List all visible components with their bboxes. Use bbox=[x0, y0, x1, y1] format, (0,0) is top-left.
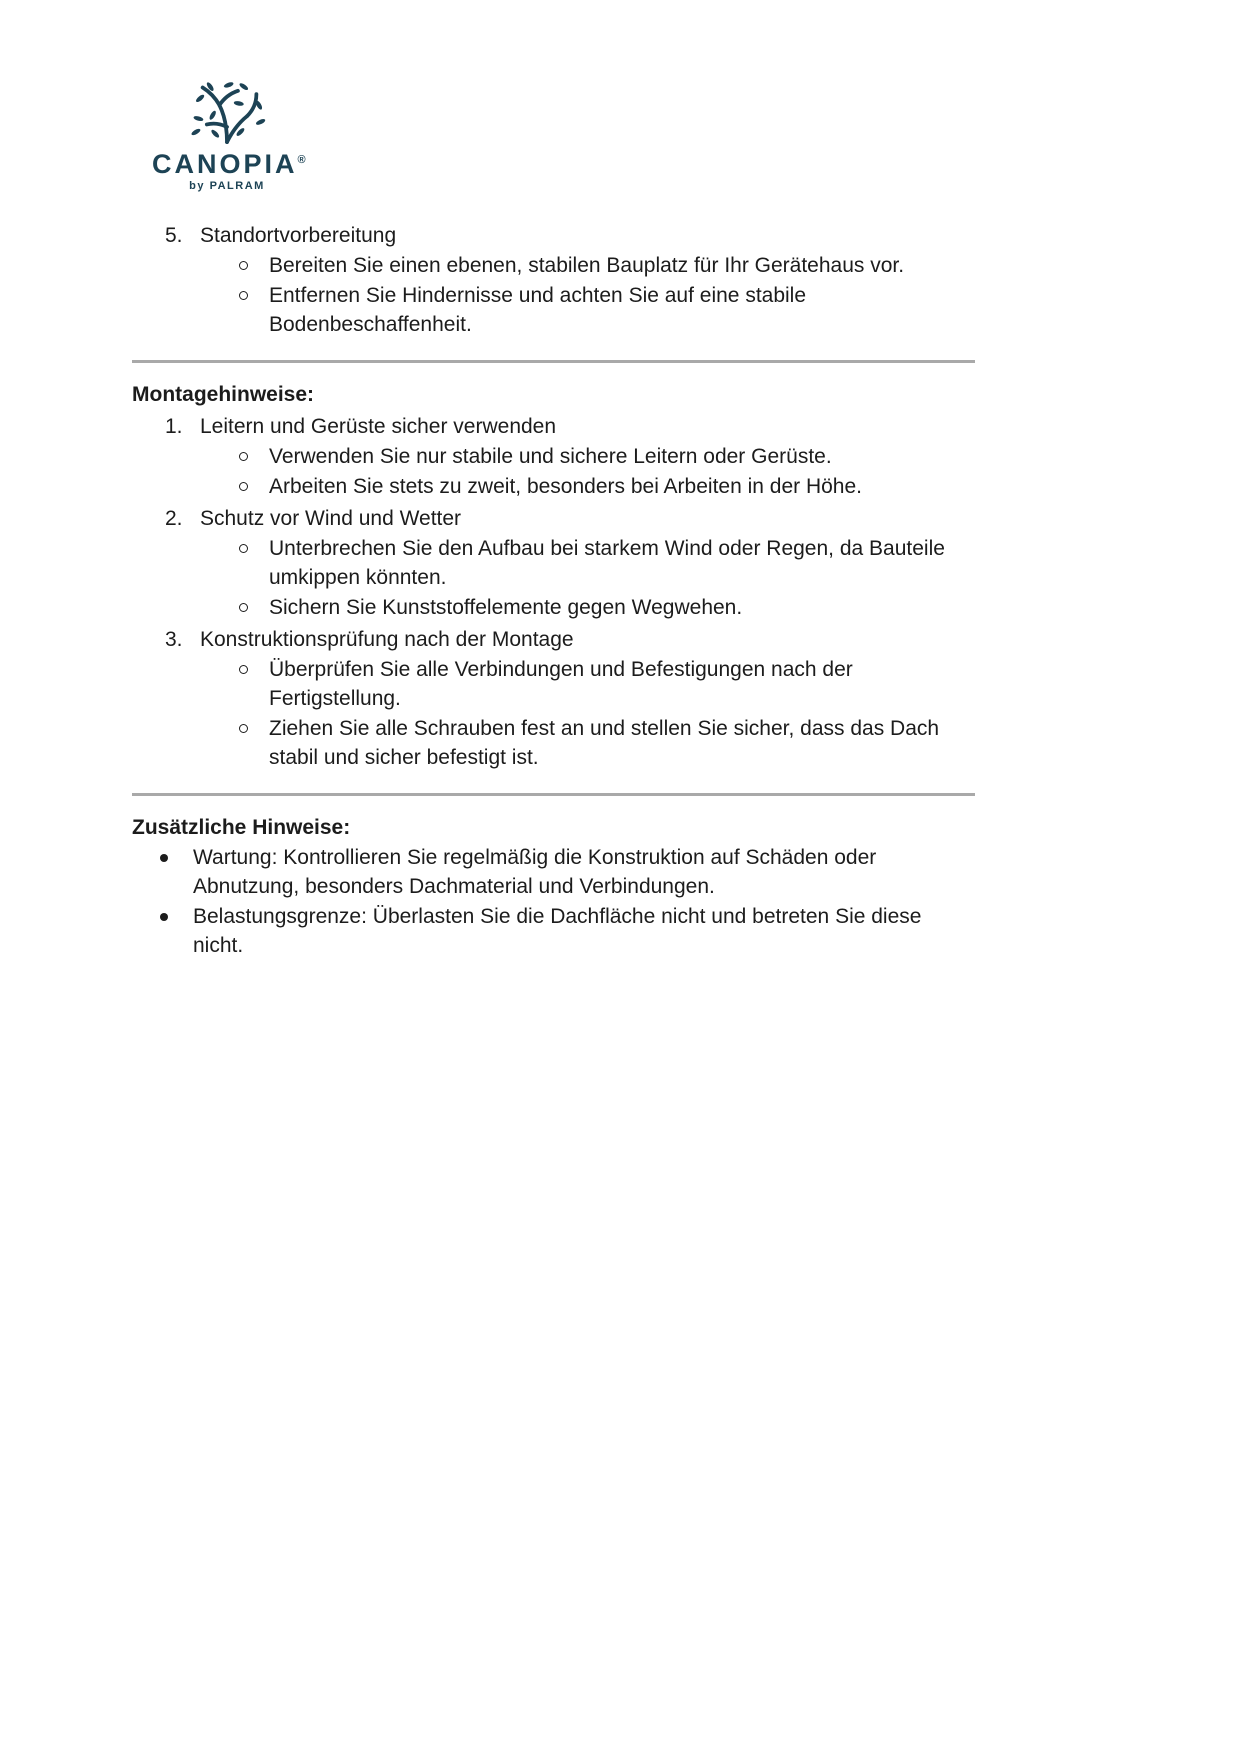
brand-wordmark bbox=[152, 146, 306, 179]
item-title: Schutz vor Wind und Wetter bbox=[200, 507, 462, 530]
bullet-item-text: Wartung: Kontrollieren Sie regelmäßig die Konstruktion auf Schäden oder Abnutzung, besonders Dachmaterial und Verbindungen. bbox=[193, 846, 877, 898]
sub-item bbox=[132, 593, 975, 622]
sub-item bbox=[132, 714, 975, 772]
item-number: 1. bbox=[165, 415, 183, 438]
sub-item bbox=[132, 251, 975, 280]
circle-bullet-icon bbox=[239, 603, 248, 612]
sub-item-text: Ziehen Sie alle Schrauben fest an und stellen Sie sicher, dass das Dach stabil und sicher befestigt ist. bbox=[269, 717, 940, 769]
circle-bullet-icon bbox=[239, 452, 248, 461]
item-title: Konstruktionsprüfung nach der Montage bbox=[200, 628, 574, 651]
section-divider bbox=[132, 360, 975, 363]
disc-bullet-icon bbox=[160, 913, 168, 921]
sub-item bbox=[132, 534, 975, 592]
disc-bullet-icon bbox=[160, 854, 168, 862]
sub-item bbox=[132, 442, 975, 471]
brand-name: CANOPIA bbox=[152, 149, 298, 179]
canopia-tree-icon bbox=[185, 78, 269, 144]
section-divider bbox=[132, 793, 975, 796]
bullet-item bbox=[132, 843, 975, 901]
brand-tagline: by PALRAM bbox=[189, 180, 265, 192]
item-number: 2. bbox=[165, 507, 183, 530]
sub-item-text: Sichern Sie Kunststoffelemente gegen Wegwehen. bbox=[269, 596, 743, 619]
numbered-item-1 bbox=[132, 412, 975, 441]
numbered-item-2 bbox=[132, 504, 975, 533]
numbered-item-3 bbox=[132, 625, 975, 654]
section-heading-montagehinweise: Montagehinweise: bbox=[132, 383, 315, 406]
sub-item-text: Überprüfen Sie alle Verbindungen und Befestigungen nach der Fertigstellung. bbox=[269, 658, 853, 710]
item-title: Leitern und Gerüste sicher verwenden bbox=[200, 415, 557, 438]
item-title: Standortvorbereitung bbox=[200, 224, 397, 247]
brand-logo bbox=[152, 78, 306, 193]
registered-mark: ® bbox=[297, 154, 306, 166]
sub-item-text: Unterbrechen Sie den Aufbau bei starkem Wind oder Regen, da Bauteile umkippen könnten. bbox=[269, 537, 945, 589]
item-number: 5. bbox=[165, 224, 183, 247]
circle-bullet-icon bbox=[239, 544, 248, 553]
sub-item-text: Arbeiten Sie stets zu zweit, besonders bei Arbeiten in der Höhe. bbox=[269, 475, 863, 498]
bullet-item-text: Belastungsgrenze: Überlasten Sie die Dachfläche nicht und betreten Sie diese nicht. bbox=[193, 905, 922, 957]
circle-bullet-icon bbox=[239, 482, 248, 491]
numbered-item-5 bbox=[132, 221, 975, 250]
sub-item-text: Verwenden Sie nur stabile und sichere Leitern oder Gerüste. bbox=[269, 445, 832, 468]
sub-item bbox=[132, 472, 975, 501]
item-number: 3. bbox=[165, 628, 183, 651]
section-heading-zusaetzliche-hinweise: Zusätzliche Hinweise: bbox=[132, 816, 351, 839]
circle-bullet-icon bbox=[239, 665, 248, 674]
circle-bullet-icon bbox=[239, 291, 248, 300]
sub-item-text: Entfernen Sie Hindernisse und achten Sie auf eine stabile Bodenbeschaffenheit. bbox=[269, 284, 807, 336]
sub-item-text: Bereiten Sie einen ebenen, stabilen Bauplatz für Ihr Gerätehaus vor. bbox=[269, 254, 905, 277]
bullet-item bbox=[132, 902, 975, 960]
sub-item bbox=[132, 655, 975, 713]
sub-item bbox=[132, 281, 975, 339]
circle-bullet-icon bbox=[239, 261, 248, 270]
circle-bullet-icon bbox=[239, 724, 248, 733]
